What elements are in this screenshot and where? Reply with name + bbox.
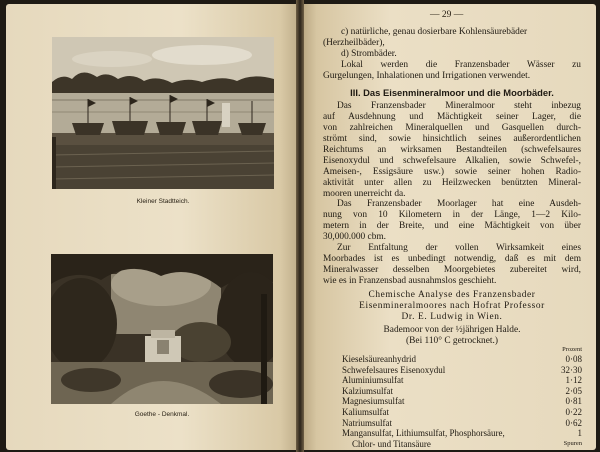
table-row: [342, 375, 582, 386]
analysis-title-line: Chemische Analyse des Franzensbader: [368, 290, 536, 300]
paragraph-line: wie es in Franzensbad ausnahmslos geschieht.: [323, 276, 497, 286]
component-name: Kieselsäureanhydrid: [342, 354, 416, 364]
section-heading: III. Das Eisenmineralmoor und die Moorbäder.: [350, 87, 554, 98]
monument-photo: [51, 254, 273, 404]
component-value: 0·81: [565, 396, 582, 407]
component-value: 32·30: [561, 364, 582, 375]
table-row: [342, 418, 582, 429]
component-name: Kaliumsulfat: [342, 406, 389, 417]
paragraph-wirksamkeit: [323, 243, 581, 287]
component-name: Kalziumsulfat: [342, 385, 393, 396]
component-value: Spuren: [563, 439, 582, 447]
lokal-line-1: Lokal werden die Franzensbader Wässer zu: [341, 60, 581, 70]
analysis-title-line: Dr. E. Ludwig in Wien.: [401, 312, 503, 322]
paragraph-line: Das Franzensbader Mineralmoor steht inbezug: [337, 101, 581, 111]
lokal-line-2: Gurgelungen, Inhalationen und Irrigationen verwendet.: [323, 71, 531, 81]
table-row: [342, 365, 582, 376]
pond-photo: [52, 37, 274, 189]
component-name: Schwefelsaures Eisenoxydul: [342, 364, 446, 375]
analysis-title-line: Eisenmineralmoores nach Hofrat Professor: [359, 301, 545, 311]
monument-photo-image: [51, 254, 273, 404]
paragraph-line: auf Ausdehnung und Mächtigkeit seiner Lager, die: [323, 112, 581, 122]
paragraph-line: von zahlreichen Mineralquellen und Gasquellen durch-: [323, 123, 581, 133]
paragraph-line: Moorbades ist es unbedingt notwendig, daß es mit dem: [323, 254, 581, 264]
component-name: Natriumsulfat: [342, 417, 392, 428]
table-row: [342, 428, 582, 439]
analysis-table: [342, 346, 582, 449]
table-row: [342, 396, 582, 407]
component-name: Mangansulfat, Lithiumsulfat, Phosphorsäure,: [342, 428, 505, 439]
monument-photo-caption: Goethe - Denkmal.: [134, 411, 190, 418]
table-header: [342, 346, 582, 354]
paragraph-line: Eisenoxydul und schwefelsaure Alkalien, sowie Schwefel-,: [323, 156, 581, 166]
sample-description: [323, 325, 581, 347]
component-value: 1: [577, 428, 582, 439]
table-row: [342, 354, 582, 365]
component-value: 0·62: [565, 417, 582, 428]
table-row: [342, 386, 582, 397]
paragraph-line: nung von 10 Kilometern in der Länge, 1—2 Kilo-: [323, 210, 581, 220]
paragraph-line: Das Franzensbader Moorlager hat eine Ausdeh-: [337, 199, 581, 209]
table-body: [342, 354, 582, 449]
component-name: Aluminiumsulfat: [342, 375, 404, 386]
component-value: 1·12: [565, 375, 582, 386]
paragraph-line: aktivität unter allen zu Heilzwecken benützten Mineral-: [323, 178, 581, 188]
table-row: [342, 439, 582, 450]
paragraph-line: Mineralwasser desselben Moorgebietes zubereitet wird,: [323, 265, 581, 275]
page-number: — 29 —: [430, 10, 464, 20]
component-name: Chlor- und Titansäure: [352, 438, 431, 449]
paragraph-line: Ameisen-, Essigsäure usw.) sowie seiner hohen Radio-: [323, 167, 581, 177]
component-name: Magnesiumsulfat: [342, 396, 405, 407]
unit-label: Prozent: [562, 346, 582, 353]
list-item-c-cont: (Herzheilbäder),: [323, 38, 385, 48]
list-item-c: c) natürliche, genau dosierbare Kohlensäurebäder: [341, 27, 528, 37]
paragraph-line: mooren unerreicht da.: [323, 189, 406, 199]
component-value: 0·08: [565, 354, 582, 364]
paragraph-moor: [323, 101, 581, 200]
paragraph-line: metern in der Breite, und eine Mächtigkeit von über: [323, 221, 581, 231]
paragraph-line: 30,000.000 cbm.: [323, 232, 387, 242]
spa-list: [323, 27, 581, 82]
book-gutter: [296, 0, 304, 452]
component-value: 0·22: [565, 406, 582, 417]
component-value: 2·05: [565, 385, 582, 396]
pond-photo-image: [52, 37, 274, 189]
analysis-title: [323, 290, 581, 323]
table-row: [342, 407, 582, 418]
list-item-d: d) Strombäder.: [341, 49, 397, 59]
sample-line: Bademoor von der ½jährigen Halde.: [383, 325, 521, 335]
paragraph-line: strömt sind, sowie hinsichtlich seines außerordentlichen: [323, 134, 581, 144]
sample-line: (Bei 110° C getrocknet.): [406, 336, 498, 346]
paragraph-line: Reichtums an wirksamen Bestandteilen (schwefelsaures: [323, 145, 581, 155]
paragraph-moorlager: [323, 199, 581, 243]
paragraph-line: Zur Entfaltung der vollen Wirksamkeit eines: [337, 243, 581, 253]
pond-photo-caption: Kleiner Stadtteich.: [136, 198, 190, 205]
